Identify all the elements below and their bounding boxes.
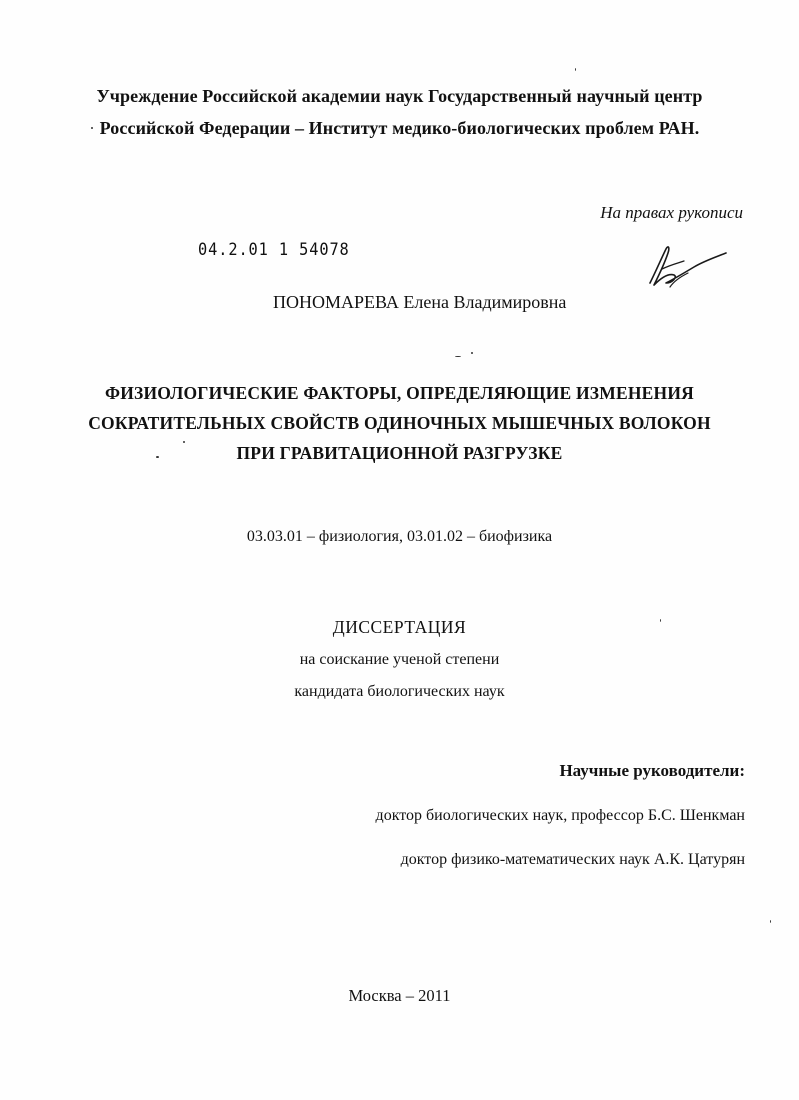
title-line-2: СОКРАТИТЕЛЬНЫХ СВОЙСТВ ОДИНОЧНЫХ МЫШЕЧНЫХ ВОЛОКОН (88, 413, 711, 433)
scan-speck (156, 456, 159, 458)
title-line-1: ФИЗИОЛОГИЧЕСКИЕ ФАКТОРЫ, ОПРЕДЕЛЯЮЩИЕ ИЗМЕНЕНИЯ (105, 383, 694, 403)
degree-line-2: кандидата биологических наук (294, 683, 505, 700)
archive-stamp-number: 04.2.01 1 54078 (198, 240, 350, 260)
city-year: Москва – 2011 (348, 986, 451, 1005)
dissertation-label: ДИССЕРТАЦИЯ (332, 617, 467, 637)
supervisors-heading: Научные руководители: (559, 761, 745, 780)
specialty-codes: 03.03.01 – физиология, 03.01.02 – биофизика (246, 528, 553, 545)
scan-speck (455, 356, 461, 357)
scan-speck (471, 352, 473, 354)
scan-speck (575, 68, 576, 71)
signature-image (644, 243, 730, 293)
supervisor-2: доктор физико-математических наук А.К. Цатурян (400, 851, 745, 868)
scan-speck (91, 127, 93, 129)
manuscript-note: На правах рукописи (600, 203, 743, 222)
institution-line-2: Российской Федерации – Институт медико-биологических проблем РАН. (99, 118, 700, 138)
institution-line-1: Учреждение Российской академии наук Государственный научный центр (96, 86, 703, 106)
supervisor-1: доктор биологических наук, профессор Б.С. Шенкман (375, 807, 745, 824)
author-name: ПОНОМАРЕВА Елена Владимировна (273, 292, 567, 312)
scan-speck (660, 619, 661, 622)
title-line-3: ПРИ ГРАВИТАЦИОННОЙ РАЗГРУЗКЕ (236, 443, 563, 463)
scan-speck (770, 920, 771, 923)
degree-line-1: на соискание ученой степени (299, 651, 500, 668)
scan-speck (183, 441, 185, 443)
